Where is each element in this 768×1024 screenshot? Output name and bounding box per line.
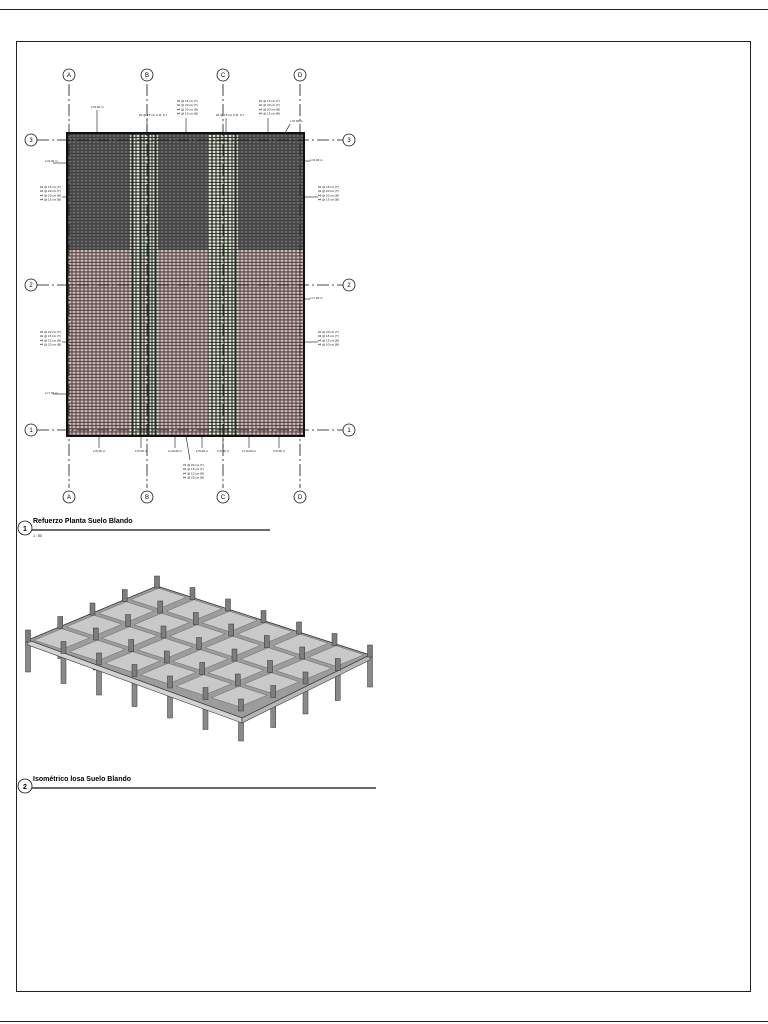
reinforcement-plan [67,133,304,436]
note-top-c: #4 @ 15 cm C.R. 0.7 [216,113,245,117]
iso-column-top-6 [261,611,266,623]
note-bottom-block-2: #4 @ 15 cm (B) [183,471,205,476]
iso-column-top-19 [129,640,134,652]
iso-column-18 [368,657,373,687]
isometric-slab [26,576,373,741]
iso-column-top-7 [193,613,198,625]
iso-column-top-12 [161,626,166,638]
note-left-block-1-3: #4 @ 15 cm (B) [40,197,62,202]
note-left-block-2-2: #4 @ 15 cm (B) [40,338,62,343]
note-right-block-1-0: #4 @ 15 cm (T) [318,185,339,189]
grid-label-D-0: D [297,73,303,80]
grid-label-3-0: 3 [29,138,33,145]
zone-pink-bottom-left [68,250,130,435]
view-number-1: 1 [23,525,27,533]
iso-column-top-21 [232,649,237,661]
note-left-block-2-3: #4 @ 20 cm (B) [40,342,62,347]
iso-column-top-22 [61,642,66,654]
grid-label-D-1: D [297,495,303,502]
iso-column-top-16 [26,630,31,642]
zone-dark-top-mid [158,134,208,250]
iso-column-top-28 [132,665,137,677]
iso-column-top-34 [239,699,244,711]
iso-column-top-24 [335,659,340,671]
note-left-block-2-1: #4 @ 15 cm (T) [40,334,61,339]
zone-pink-bottom-mid [158,250,208,435]
note-right-block-2-2: #4 @ 15 cm (B) [318,338,340,343]
note-bottom-length-2: L=10.00 m [167,449,183,453]
note-top-right: L=5.00 m [290,119,303,123]
note-right-block-1-1: #4 @ 20 cm (T) [318,189,339,194]
iso-column-top-23 [164,651,169,663]
grid-label-B-0: B [144,73,150,80]
iso-column-top-10 [58,617,63,629]
note-bottom-length-4: L=5.00 m [216,449,230,453]
note-left-block-1-1: #4 @ 20 cm (T) [40,189,61,194]
iso-column-top-29 [303,672,308,684]
iso-column-top-18 [368,645,373,657]
leader-bottom-block [186,436,190,460]
note-right-block-1-3: #4 @ 15 cm (B) [318,197,340,202]
zone-dark-top-left [68,134,130,250]
grid-label-1-0: 1 [29,428,33,435]
note-left-2: L=7.00 m [45,391,58,395]
grid-label-C-0: C [220,73,226,80]
iso-column-top-2 [122,590,127,602]
iso-column-top-27 [200,663,205,675]
iso-column-top-20 [300,647,305,659]
grid-label-1-1: 1 [347,428,351,435]
iso-column-top-17 [197,638,202,650]
note-bottom-length-0: L=5.00 m [92,449,106,453]
iso-column-top-5 [90,603,95,615]
beam-strip-b [130,134,158,435]
note-bottom-length-5: L=10.00 m [241,449,257,453]
iso-column-top-32 [271,686,276,698]
grid-label-3-1: 3 [347,138,351,145]
note-bottom-length-1: L=5.00 m [134,449,148,453]
note-top-cd-3: #4 @ 15 cm (B) [259,111,281,116]
note-top-cd-0: #4 @ 15 cm (T) [259,99,280,103]
iso-column-top-14 [93,628,98,640]
note-top-bc-1: #4 @ 20 cm (T) [177,103,198,108]
grid-label-A-1: A [66,495,72,502]
grid-label-A-0: A [66,73,72,80]
note-left-block-1-0: #4 @ 15 cm (T) [40,185,61,189]
view-number-2: 2 [23,783,27,791]
iso-column-top-33 [203,688,208,700]
view-title-text-1: Refuerzo Planta Suelo Blando [33,518,133,525]
note-left-1: L=6.00 m [45,159,58,163]
note-bottom-block-3: #4 @ 20 cm (B) [183,475,205,480]
note-top-cd-2: #4 @ 20 cm (B) [259,107,281,112]
note-top-bc-2: #4 @ 20 cm (B) [177,107,199,112]
iso-column-top-31 [168,676,173,688]
iso-column-16 [26,642,31,672]
iso-column-top-8 [126,615,131,627]
note-top-bc-0: #4 @ 15 cm (T) [177,99,198,103]
note-right-block-1-2: #4 @ 20 cm (B) [318,193,340,198]
note-left-block-1-2: #4 @ 20 cm (B) [40,193,62,198]
view-title-2 [18,776,376,793]
iso-column-top-11 [229,624,234,636]
grid-label-C-1: C [220,495,226,502]
zone-dark-top-right [238,134,303,250]
iso-column-top-26 [268,661,273,673]
grid-label-2-0: 2 [29,283,33,290]
note-top-b: #4 @ 15 cm C.R. 0.7 [139,113,168,117]
view-title-1 [18,518,270,538]
grid-label-B-1: B [144,495,150,502]
note-right-2: L=7.00 m [310,296,323,300]
note-right-1: L=6.00 m [310,158,323,162]
note-bottom-length-3: L=5.00 m [195,449,209,453]
iso-column-top-1 [190,588,195,600]
view-scale-1: 1 : 50 [33,534,42,538]
note-bottom-length-6: L=5.00 m [272,449,286,453]
iso-column-top-9 [297,622,302,634]
iso-column-top-15 [264,636,269,648]
note-right-block-2-1: #4 @ 15 cm (T) [318,334,339,339]
grid-label-2-1: 2 [347,283,351,290]
iso-column-top-25 [97,653,102,665]
view-title-text-2: Isométrico losa Suelo Blando [33,776,132,783]
note-top-cd-1: #4 @ 20 cm (T) [259,103,280,108]
zone-pink-bottom-right [238,250,303,435]
note-top-bc-3: #4 @ 15 cm (B) [177,111,199,116]
note-right-block-2-3: #4 @ 20 cm (B) [318,342,340,347]
leader-top-right [285,124,290,133]
note-bottom-block-1: #4 @ 15 cm (T) [183,467,204,472]
iso-column-top-13 [332,634,337,646]
iso-column-top-0 [155,576,160,588]
iso-column-top-3 [226,599,231,611]
note-top-left: L=5.00 m [91,105,104,109]
note-right-block-2-0: #4 @ 20 cm (T) [318,330,339,334]
note-bottom-block-0: #4 @ 20 cm (T) [183,463,204,467]
note-left-block-2-0: #4 @ 20 cm (T) [40,330,61,334]
iso-column-top-30 [235,674,240,686]
iso-column-top-4 [158,601,163,613]
